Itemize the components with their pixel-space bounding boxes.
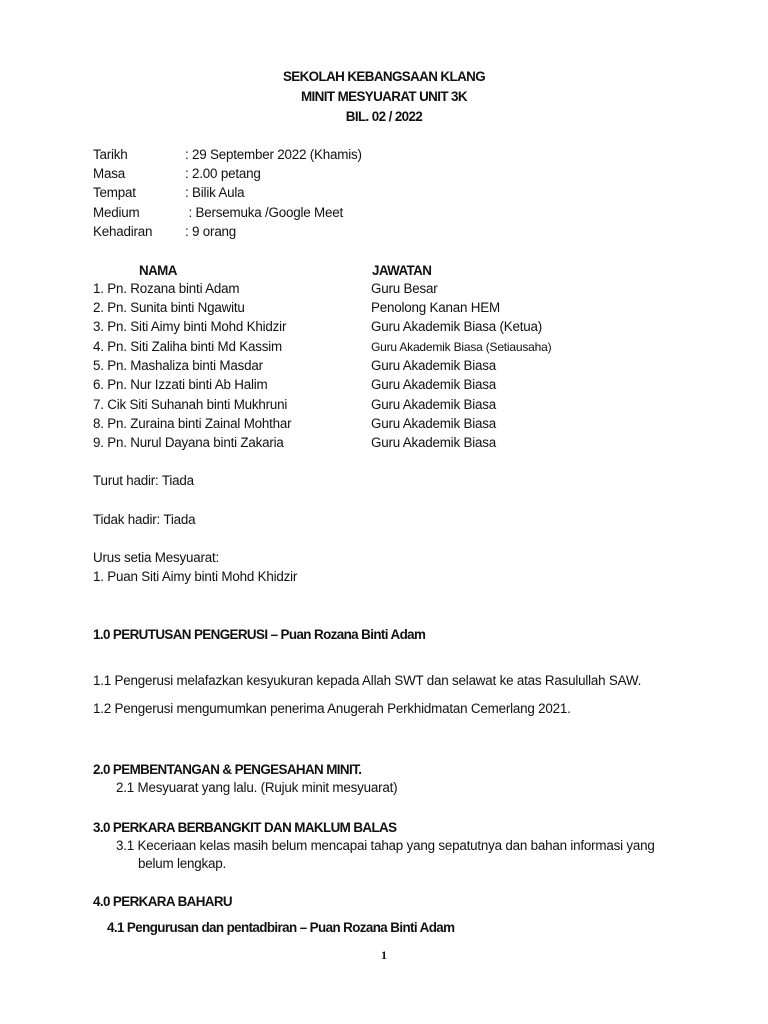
attendee-name: 2. Pn. Sunita binti Ngawitu xyxy=(93,300,245,315)
attendee-name: 1. Pn. Rozana binti Adam xyxy=(93,281,240,296)
attendee-position: Penolong Kanan HEM xyxy=(371,300,500,315)
attendee-name: 8. Pn. Zuraina binti Zainal Mohthar xyxy=(93,416,292,431)
name-column-header: NAMA xyxy=(139,263,177,278)
detail-label-medium: Medium xyxy=(93,205,140,220)
section-3-heading: 3.0 PERKARA BERBANGKIT DAN MAKLUM BALAS xyxy=(93,820,397,835)
section-4-heading: 4.0 PERKARA BAHARU xyxy=(93,894,232,909)
section-3-item: 3.1 Keceriaan kelas masih belum mencapai tahap yang sepatutnya dan bahan informasi yang xyxy=(116,838,655,853)
detail-label-tarikh: Tarikh xyxy=(93,147,128,162)
section-3-item-continued: belum lengkap. xyxy=(138,856,227,871)
attendee-name: 6. Pn. Nur Izzati binti Ab Halim xyxy=(93,377,268,392)
attendee-position: Guru Akademik Biasa xyxy=(371,358,496,373)
meeting-number: BIL. 02 / 2022 xyxy=(345,109,423,124)
detail-value-medium: : Bersemuka /Google Meet xyxy=(185,205,343,220)
page-number: 1 xyxy=(381,948,387,962)
section-1-item: 1.1 Pengerusi melafazkan kesyukuran kepada Allah SWT dan selawat ke atas Rasulullah SAW. xyxy=(93,673,642,688)
school-name: SEKOLAH KEBANGSAAN KLANG xyxy=(282,69,486,84)
detail-value-masa: : 2.00 petang xyxy=(185,166,261,181)
section-1-heading: 1.0 PERUTUSAN PENGERUSI – Puan Rozana Binti Adam xyxy=(93,627,426,642)
attendee-name: 7. Cik Siti Suhanah binti Mukhruni xyxy=(93,397,288,412)
also-present: Turut hadir: Tiada xyxy=(93,473,194,488)
detail-value-kehadiran: : 9 orang xyxy=(185,224,237,239)
section-1-item: 1.2 Pengerusi mengumumkan penerima Anugerah Perkhidmatan Cemerlang 2021. xyxy=(93,701,571,716)
detail-value-tarikh: : 29 September 2022 (Khamis) xyxy=(185,147,362,162)
attendee-name: 9. Pn. Nurul Dayana binti Zakaria xyxy=(93,435,284,450)
position-column-header: JAWATAN xyxy=(372,263,432,278)
detail-value-tempat: : Bilik Aula xyxy=(185,185,245,200)
document-title: MINIT MESYUARAT UNIT 3K xyxy=(301,89,467,104)
absent: Tidak hadir: Tiada xyxy=(93,512,196,527)
attendee-name: 5. Pn. Mashaliza binti Masdar xyxy=(93,358,263,373)
section-4-subheading: 4.1 Pengurusan dan pentadbiran – Puan Rozana Binti Adam xyxy=(107,920,455,935)
attendee-position: Guru Akademik Biasa xyxy=(371,435,496,450)
section-2-heading: 2.0 PEMBENTANGAN & PENGESAHAN MINIT. xyxy=(93,762,362,777)
attendee-position: Guru Akademik Biasa xyxy=(371,397,496,412)
attendee-position: Guru Akademik Biasa xyxy=(371,377,496,392)
attendee-name: 4. Pn. Siti Zaliha binti Md Kassim xyxy=(93,339,282,354)
attendee-position: Guru Besar xyxy=(371,281,438,296)
secretariat-label: Urus setia Mesyuarat: xyxy=(93,550,220,565)
detail-label-masa: Masa xyxy=(93,166,125,181)
detail-label-kehadiran: Kehadiran xyxy=(93,224,153,239)
attendee-position: Guru Akademik Biasa xyxy=(371,416,496,431)
secretariat-member: 1. Puan Siti Aimy binti Mohd Khidzir xyxy=(93,569,298,584)
section-2-item: 2.1 Mesyuarat yang lalu. (Rujuk minit mesyuarat) xyxy=(116,780,398,795)
detail-label-tempat: Tempat xyxy=(93,185,136,200)
attendee-name: 3. Pn. Siti Aimy binti Mohd Khidzir xyxy=(93,319,287,334)
attendee-position: Guru Akademik Biasa (Ketua) xyxy=(371,319,542,334)
attendee-position: Guru Akademik Biasa (Setiausaha) xyxy=(371,340,552,354)
